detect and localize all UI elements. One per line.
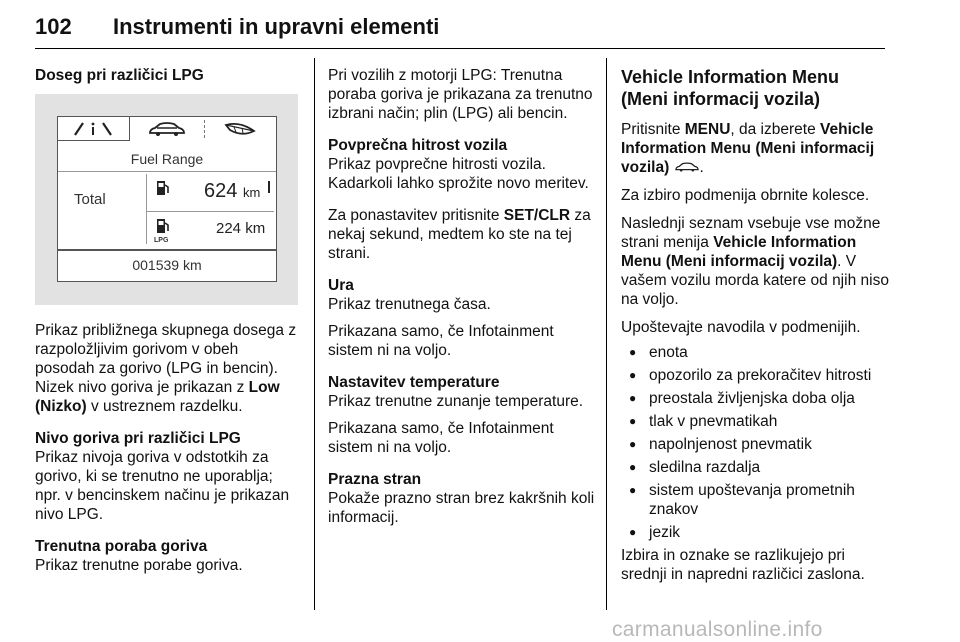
paragraph: Prikaz povprečne hitrosti vozila. Kadarkoli lahko sprožite novo meritev. [328, 156, 589, 192]
watermark: carmanualsonline.info [612, 618, 823, 641]
list-item: ● preostala življenjska doba olja [621, 389, 891, 408]
total-label: Total [74, 191, 106, 208]
paragraph: Prikazana samo, če Infotainment sistem ni na voljo. [328, 420, 554, 456]
section-heading: Povprečna hitrost vozila [328, 137, 508, 154]
submenu-list [621, 343, 891, 542]
eco-leaf-icon [204, 117, 276, 141]
paragraph: Za izbiro podmenija obrnite kolesce. [621, 187, 870, 204]
list-item: ● sledilna razdalja [621, 458, 891, 477]
section-heading: Nivo goriva pri različici LPG [35, 430, 241, 447]
section-heading: Trenutna poraba goriva [35, 538, 208, 555]
fuel-pump-icon [156, 179, 170, 197]
lpg-pump-icon [156, 217, 170, 235]
column-divider-1 [314, 58, 315, 610]
list-item: ● opozorilo za prekoračitev hitrosti [621, 366, 891, 385]
road-info-icon [58, 117, 130, 141]
value-box-horizontal-rule [146, 211, 274, 212]
column-1-body [35, 321, 300, 588]
page-number: 102 [35, 14, 72, 39]
title-rule [58, 171, 276, 172]
paragraph: Prikaz trenutne porabe goriva. [35, 557, 243, 574]
column-1 [35, 66, 300, 85]
paragraph: Prikaz trenutnega časa. [328, 296, 491, 313]
paragraph: Pokaže prazno stran brez kakršnih koli informacij. [328, 490, 595, 526]
odometer-value: 001539 km [132, 257, 202, 273]
paragraph: Upoštevajte navodila v podmenijih. [621, 319, 861, 336]
list-item: ● enota [621, 343, 891, 362]
instrument-screen [57, 116, 277, 282]
fuel-range-title: Fuel Range [130, 151, 204, 167]
paragraph: Prikaz trenutne zunanje temperature. [328, 393, 584, 410]
header-rule [35, 48, 885, 49]
list-item: ● napolnjenost pnevmatik [621, 435, 891, 454]
section-heading: Nastavitev temperature [328, 374, 500, 391]
list-item: ● sistem upoštevanja prometnih znakov [621, 481, 891, 519]
chapter-title: Instrumenti in upravni elementi [113, 14, 440, 39]
paragraph: Prikaz nivoja goriva v odstotkih za gorivo, ki se trenutno ne uporablja; npr. v bencinskem načinu je prikazan nivo LPG. [35, 449, 290, 523]
car-icon [130, 117, 204, 141]
total-range-unit: km [242, 185, 261, 200]
odometer-rule [58, 249, 276, 251]
paragraph: Za ponastavitev pritisnite SET/CLR za nekaj sekund, medtem ko ste na tej strani. [328, 207, 591, 262]
value-box-vertical-rule [146, 174, 147, 244]
paragraph: Naslednji seznam vsebuje vse možne strani menija Vehicle Information Menu (Meni informacij vozila). V vašem vozilu morda katere od njih niso na voljo. [621, 215, 889, 308]
paragraph: Prikaz približnega skupnega dosega z razpoložljivim gorivom v obeh posodah za gorivo (LPG in bencin). Nizek nivo goriva je prikazan z Low (Nizko) v ustreznem razdelku. [35, 322, 297, 415]
column-3 [621, 66, 891, 597]
column-divider-2 [606, 58, 607, 610]
fuel-range-display-figure [35, 94, 298, 305]
paragraph: Pritisnite MENU, da izberete Vehicle Information Menu (Meni informacij vozila) . [621, 121, 875, 176]
car-icon [674, 161, 700, 173]
section-heading: Prazna stran [328, 471, 422, 488]
lpg-range-value: 224 km [216, 220, 266, 237]
range-indicator-tick [268, 181, 270, 193]
section-heading-lpg-range: Doseg pri različici LPG [35, 67, 204, 84]
total-range-value: 624 km [204, 180, 261, 202]
lpg-label: LPG [154, 237, 169, 244]
section-heading-vehicle-info-menu: Vehicle Information Menu (Meni informacij vozila) [621, 67, 840, 109]
list-item: ● jezik [621, 523, 891, 542]
column-2 [328, 66, 596, 540]
paragraph: Izbira in oznake se razlikujejo pri srednji in napredni različici zaslona. [621, 547, 865, 583]
page-header [35, 14, 885, 50]
list-item: ● tlak v pnevmatikah [621, 412, 891, 431]
display-tab-row [58, 117, 276, 141]
section-heading: Ura [328, 277, 354, 294]
paragraph: Pri vozilih z motorji LPG: Trenutna poraba goriva je prikazana za trenutno izbrani način; plin (LPG) ali bencin. [328, 67, 593, 122]
paragraph: Prikazana samo, če Infotainment sistem ni na voljo. [328, 323, 554, 359]
